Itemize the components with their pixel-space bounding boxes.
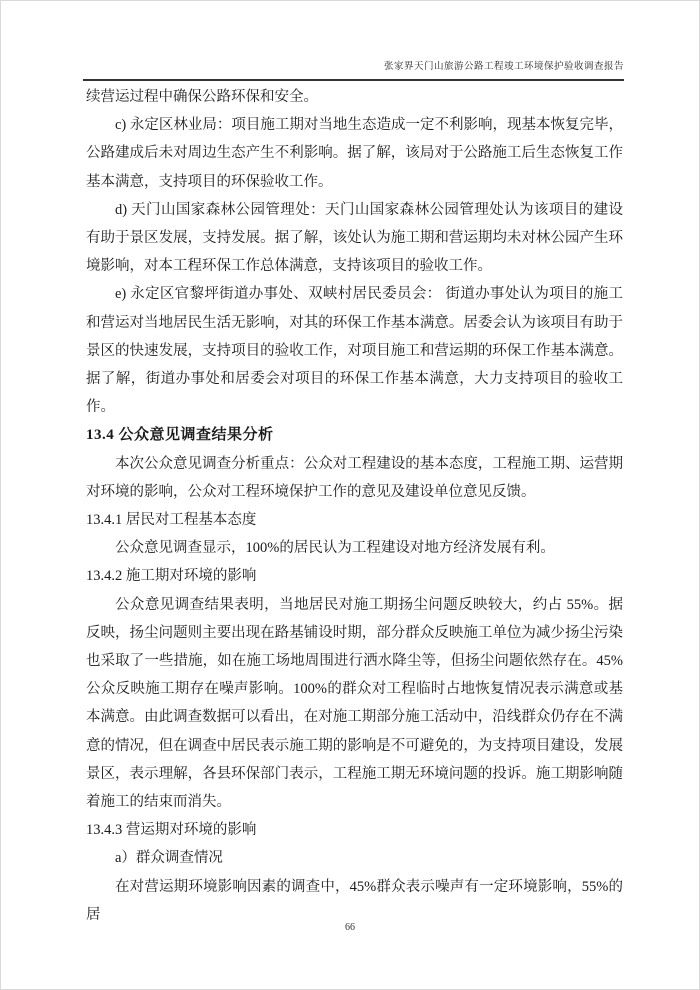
paragraph-item-e: e) 永定区官黎坪街道办事处、双峡村居民委员会： 街道办事处认为项目的施工和营运对当地居民生活无影响，对其的环保工作基本满意。居委会认为该项目有助于景区的快速发展，支持项目的验收工作，对项目施工和营运期的环保工作基本满意。据了解，街道办事处和居委会对项目的环保工作基本满意，大力支持项目的验收工作。 — [86, 286, 623, 416]
heading-13-4-1: 13.4.1 居民对工程基本态度 — [86, 512, 257, 529]
paragraph-item-d: d) 天门山国家森林公园管理处：天门山国家森林公园管理处认为该项目的建设有助于景区发展，支持发展。据了解，该处认为施工期和营运期均未对林公园产生环境影响，对本工程环保工作总体满意，支持该项目的验收工作。 — [86, 201, 623, 275]
page-number: 66 — [345, 922, 355, 933]
paragraph-13-4-1: 公众意见调查显示，100%的居民认为工程建设对地方经济发展有利。 — [115, 540, 555, 557]
paragraph-13-4-3a: 在对营运期环境影响因素的调查中，45%群众表示噪声有一定环境影响，55%的居 — [86, 878, 623, 923]
running-header-title: 张家界天门山旅游公路工程竣工环境保护验收调查报告 — [383, 62, 624, 72]
paragraph-13-4-2: 公众意见调查结果表明，当地居民对施工期扬尘问题反映较大，约占 55%。据反映，扬尘问题则主要出现在路基铺设时期，部分群众反映施工单位为减少扬尘污染也采取了一些措施，如在施工场地周围进行洒水降尘等，但扬尘问题依然存在。45%公众反映施工期存在噪声影响。100%的群众对工程临时占地恢复情况表示满意或基本满意。由此调查数据可以看出，在对施工期部分施工活动中，沿线群众仍存在不满意的情况，但在调查中居民表示施工期的影响是不可避免的，为支持项目建设，发展景区，表示理解，各县环保部门表示，工程施工期无环境问题的投诉。施工期影响随着施工的结束而消失。 — [86, 596, 623, 811]
page-footer — [1, 922, 699, 933]
heading-13-4-3: 13.4.3 营运期对环境的影响 — [86, 822, 257, 839]
paragraph-continuation: 续营运过程中确保公路环保和安全。 — [86, 89, 318, 105]
paragraph-item-a-label: a）群众调查情况 — [115, 850, 223, 867]
page-header — [83, 58, 624, 81]
heading-13-4: 13.4 公众意见调查结果分析 — [86, 427, 274, 444]
document-content — [86, 83, 623, 929]
paragraph-item-c: c) 永定区林业局：项目施工期对当地生态造成一定不利影响，现基本恢复完毕，公路建成后未对周边生态产生不利影响。据了解，该局对于公路施工后生态恢复工作基本满意，支持项目的环保验收工作。 — [86, 117, 623, 190]
paragraph-13-4-intro: 本次公众意见调查分析重点：公众对工程建设的基本态度，工程施工期、运营期对环境的影响，公众对工程环境保护工作的意见及建设单位意见反馈。 — [86, 455, 623, 500]
heading-13-4-2: 13.4.2 施工期对环境的影响 — [86, 568, 257, 585]
